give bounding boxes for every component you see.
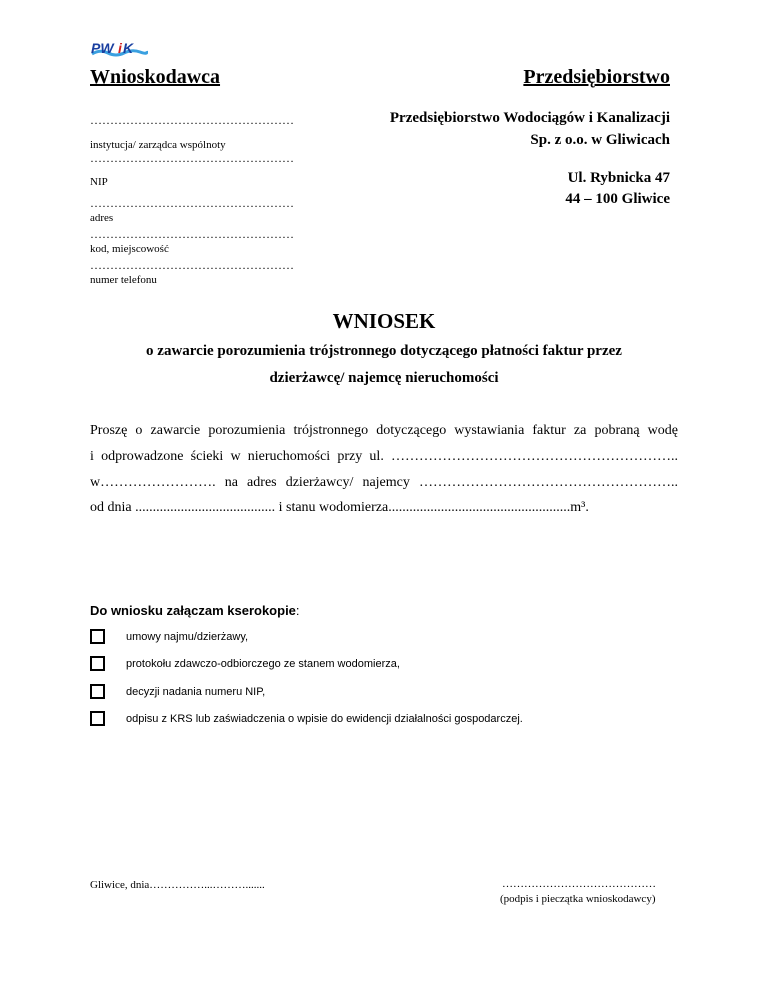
attachment-label: odpisu z KRS lub zaświadczenia o wpisie do ewidencji działalności gospodarczej. <box>126 713 523 725</box>
checkbox[interactable] <box>90 629 105 644</box>
svg-text:K: K <box>123 40 134 56</box>
checkbox[interactable] <box>90 711 105 726</box>
checkbox[interactable] <box>90 656 105 671</box>
svg-text:i: i <box>118 40 122 56</box>
document-subtitle-line2: dzierżawcę/ najemcę nieruchomości <box>269 370 499 386</box>
svg-text:PW: PW <box>91 40 114 56</box>
applicant-heading: Wnioskodawca <box>90 66 221 88</box>
signature-label: (podpis i pieczątka wnioskodawcy) <box>500 893 656 905</box>
company-heading: Przedsiębiorstwo <box>523 66 670 88</box>
institution-label: instytucja/ zarządca wspólnoty <box>90 139 226 151</box>
attachment-item <box>90 654 650 674</box>
pwik-logo-icon <box>90 40 148 60</box>
attachment-label: umowy najmu/dzierżawy, <box>126 631 249 643</box>
nip-field[interactable]: …………………………………………… <box>90 151 294 165</box>
institution-field[interactable]: …………………………………………… <box>90 113 294 127</box>
address-label: adres <box>90 212 114 224</box>
postcode-label: kod, miejscowość <box>90 243 169 255</box>
body-line-1: Proszę o zawarcie porozumienia trójstronnego dotyczącego wystawiania faktur za pobraną wodę <box>90 423 678 438</box>
attachment-item <box>90 709 650 729</box>
phone-label: numer telefonu <box>90 274 157 286</box>
body-line-2: i odprowadzone ścieki w nieruchomości przy ul. …………………………………………………….. <box>90 449 678 464</box>
attachments-heading <box>90 603 300 618</box>
document-title: WNIOSEK <box>332 309 436 333</box>
body-line-3: w……………………. na adres dzierżawcy/ najemcy ……………………………………………….. <box>90 475 678 490</box>
checkbox[interactable] <box>90 684 105 699</box>
body-line-4: od dnia ........................................ i stanu wodomierza....................................................m³. <box>90 500 589 515</box>
attachment-item <box>90 627 650 647</box>
company-name-line2: Sp. z o.o. w Gliwicach <box>530 132 670 148</box>
signature-field[interactable]: …………………………………… <box>502 878 656 890</box>
address-field[interactable]: …………………………………………… <box>90 196 294 210</box>
attachments-heading-text: Do wniosku załączam kserokopie <box>90 603 296 618</box>
attachment-label: protokołu zdawczo-odbiorczego ze stanem wodomierza, <box>126 658 400 670</box>
document-subtitle-line1: o zawarcie porozumienia trójstronnego dotyczącego płatności faktur przez <box>146 343 622 359</box>
phone-field[interactable]: …………………………………………… <box>90 258 294 272</box>
company-street: Ul. Rybnicka 47 <box>567 170 670 186</box>
company-city: 44 – 100 Gliwice <box>565 191 670 207</box>
company-name-line1: Przedsiębiorstwo Wodociągów i Kanalizacji <box>389 110 670 126</box>
postcode-field[interactable]: …………………………………………… <box>90 227 294 241</box>
place-date-field[interactable]: Gliwice, dnia……………...………....... <box>90 879 265 891</box>
nip-label: NIP <box>90 176 108 188</box>
attachment-label: decyzji nadania numeru NIP, <box>126 686 266 698</box>
attachments-heading-colon: : <box>295 603 300 618</box>
attachment-item <box>90 682 650 702</box>
